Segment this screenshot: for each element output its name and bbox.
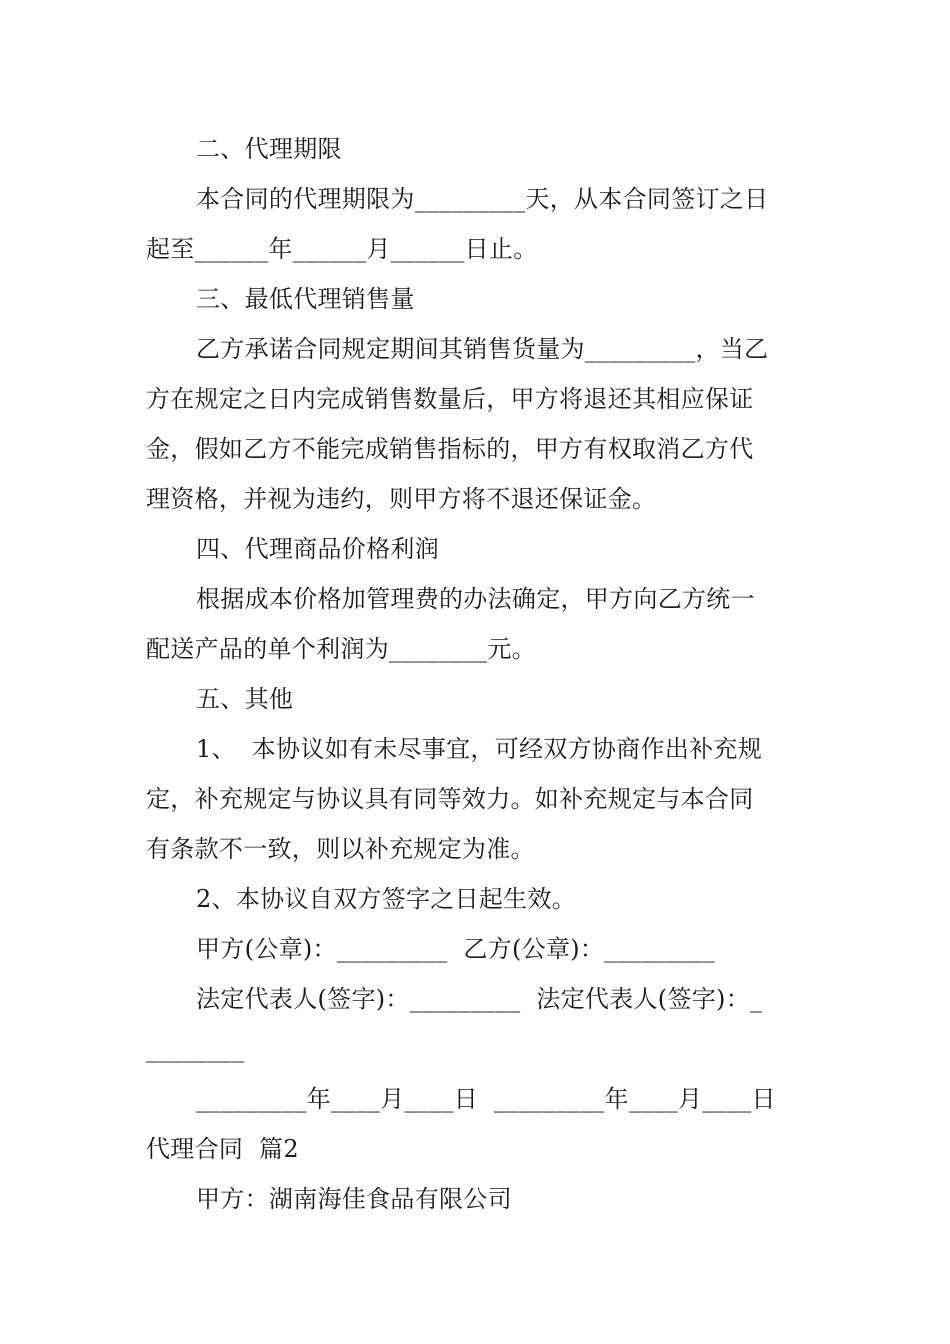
- paragraph-line: 金，假如乙方不能完成销售指标的，甲方有权取消乙方代: [146, 435, 754, 463]
- paragraph-line: 乙方承诺合同规定期间其销售货量为_________，当乙: [196, 335, 769, 363]
- paragraph-line: 有条款不一致，则以补充规定为准。: [146, 835, 535, 863]
- paragraph-line: 定，补充规定与协议具有同等效力。如补充规定与本合同: [146, 785, 754, 813]
- section-heading-min-sales: 三、最低代理销售量: [196, 285, 415, 313]
- party-a-line: 甲方：湖南海佳食品有限公司: [196, 1185, 512, 1213]
- signature-date-line: _________年____月____日 _________年____月____日: [196, 1085, 776, 1113]
- section-heading-price-profit: 四、代理商品价格利润: [196, 535, 439, 563]
- signature-seal-line: 甲方(公章)：_________ 乙方(公章)：_________: [196, 935, 715, 963]
- contract-title: 代理合同 篇2: [146, 1135, 299, 1163]
- signature-representative-continuation: ________: [146, 1035, 245, 1063]
- paragraph-line: 起至______年______月______日止。: [146, 235, 538, 263]
- paragraph-line: 理资格，并视为违约，则甲方将不退还保证金。: [146, 485, 657, 513]
- paragraph-line: 1、 本协议如有未尽事宜，可经双方协商作出补充规: [196, 735, 763, 763]
- paragraph-line: 2、本协议自双方签字之日起生效。: [196, 885, 577, 913]
- paragraph-line: 根据成本价格加管理费的办法确定，甲方向乙方统一: [196, 585, 755, 613]
- section-heading-agency-term: 二、代理期限: [196, 135, 342, 163]
- paragraph-line: 本合同的代理期限为_________天，从本合同签订之日: [196, 185, 769, 213]
- document-page: [146, 124, 806, 1224]
- section-heading-other: 五、其他: [196, 685, 294, 713]
- paragraph-line: 配送产品的单个利润为________元。: [146, 635, 536, 663]
- paragraph-line: 方在规定之日内完成销售数量后，甲方将退还其相应保证: [146, 385, 754, 413]
- signature-representative-line: 法定代表人(签字)：_________ 法定代表人(签字)：_: [196, 985, 763, 1013]
